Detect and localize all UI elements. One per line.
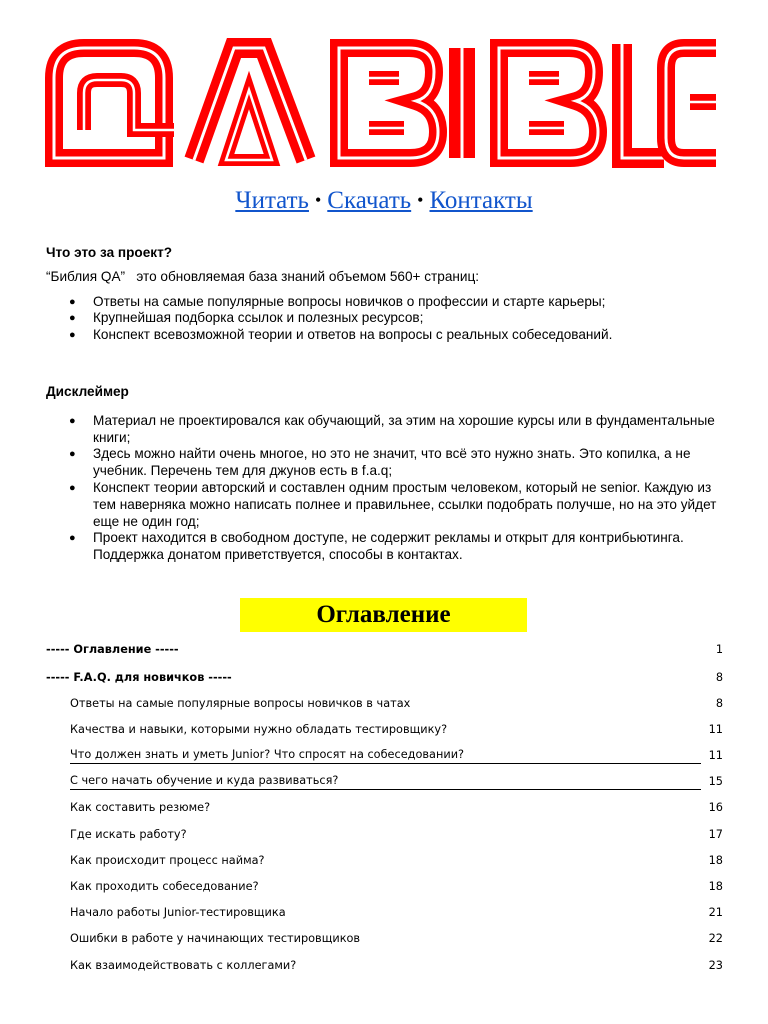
toc-entry-page: 18 xyxy=(708,853,723,867)
toc-entry-title: Ошибки в работе у начинающих тестировщиков xyxy=(70,932,361,946)
toc-entry-title: Где искать работу? xyxy=(70,827,187,841)
toc-entry-page: 15 xyxy=(708,775,723,789)
toc-entry[interactable] xyxy=(46,641,723,669)
toc-entry-page: 18 xyxy=(708,880,723,893)
disclaimer-section xyxy=(46,384,736,564)
toc-entry-title: Качества и навыки, которыми нужно обладать тестировщику? xyxy=(70,722,448,736)
toc-entry-page: 22 xyxy=(708,932,723,946)
nav-download-link[interactable]: Скачать xyxy=(327,187,412,214)
list-item: ● Крупнейшая подборка ссылок и полезных ресурсов; xyxy=(46,310,736,327)
list-item: ● Конспект всевозможной теории и ответов на вопросы с реальных собеседований. xyxy=(46,327,736,344)
nav-separator: • xyxy=(417,190,424,210)
qa-bible-logo xyxy=(44,38,724,168)
about-list xyxy=(46,294,736,344)
toc-entry[interactable] xyxy=(46,957,723,983)
about-section xyxy=(46,245,736,344)
logo-letter-e xyxy=(666,48,716,158)
toc-entry-page: 23 xyxy=(708,958,723,972)
toc-entry-title: Начало работы Junior-тестировщика xyxy=(70,906,286,920)
toc-entry[interactable] xyxy=(46,904,723,930)
nav-read-link[interactable]: Читать xyxy=(235,187,309,214)
toc-entry-title: Как составить резюме? xyxy=(70,801,211,815)
toc-entry-page: 17 xyxy=(708,827,723,841)
list-item: ● Конспект теории авторский и составлен одним простым человеком, который не senior. Каждую из тем наверняка можно написать полнее и правильнее, ссылки подобрать получше, но на это уйдет еще не один год; xyxy=(46,480,722,530)
top-nav xyxy=(0,183,768,218)
toc-entry[interactable] xyxy=(46,826,723,852)
toc-entry[interactable] xyxy=(46,773,723,799)
logo-letter-b2 xyxy=(499,48,598,158)
table-of-contents xyxy=(46,641,723,983)
toc-entry-title: ----- Оглавление ----- xyxy=(46,643,179,656)
toc-entry-page: 1 xyxy=(715,643,723,656)
list-item: ● Ответы на самые популярные вопросы новичков о профессии и старте карьеры; xyxy=(46,294,736,311)
toc-entry[interactable] xyxy=(46,721,723,747)
logo-letter-q xyxy=(54,48,174,158)
toc-entry[interactable] xyxy=(46,669,723,695)
toc-entry-title: С чего начать обучение и куда развиваться? xyxy=(70,773,701,790)
toc-entry-page: 11 xyxy=(708,749,723,763)
list-item: ● Проект находится в свободном доступе, не содержит рекламы и открыт для контрибьютинга. Поддержка донатом приветствуется, способы в контактах. xyxy=(46,530,722,564)
logo-letter-a xyxy=(194,48,306,160)
about-intro: “Библия QA” это обновляемая база знаний объемом 560+ страниц: xyxy=(46,268,480,284)
toc-entry[interactable] xyxy=(46,799,723,825)
toc-entry-title: Что должен знать и уметь Junior? Что спросят на собеседовании? xyxy=(70,747,701,764)
toc-entry[interactable] xyxy=(46,852,723,878)
list-item: ● Здесь можно найти очень многое, но это не значит, что всё это нужно знать. Это копилка, а не учебник. Перечень тем для джунов есть в f.a.q; xyxy=(46,446,722,480)
toc-entry-title: ----- F.A.Q. для новичков ----- xyxy=(46,670,232,684)
nav-contacts-link[interactable]: Контакты xyxy=(429,187,533,214)
about-heading: Что это за проект? xyxy=(46,245,173,260)
disclaimer-list xyxy=(46,413,722,564)
list-item: ● Материал не проектировался как обучающий, за этим на хорошие курсы или в фундаментальные книги; xyxy=(46,413,722,447)
toc-entry-title: Ответы на самые популярные вопросы новичков в чатах xyxy=(70,696,411,710)
toc-entry[interactable] xyxy=(46,930,723,956)
toc-entry[interactable] xyxy=(46,878,723,904)
toc-entry[interactable] xyxy=(46,695,723,721)
toc-entry-page: 11 xyxy=(708,722,723,736)
logo-letter-b1 xyxy=(339,48,438,158)
disclaimer-heading: Дисклеймер xyxy=(46,384,129,399)
toc-entry-title: Как взаимодействовать с коллегами? xyxy=(70,958,297,972)
toc-entry-title: Как проходить собеседование? xyxy=(70,880,259,893)
toc-entry[interactable] xyxy=(46,747,723,773)
toc-entry-page: 21 xyxy=(708,906,723,920)
toc-entry-title: Как происходит процесс найма? xyxy=(70,853,265,867)
toc-entry-page: 8 xyxy=(715,696,723,710)
toc-entry-page: 8 xyxy=(715,670,723,684)
nav-separator: • xyxy=(314,190,322,210)
toc-entry-page: 16 xyxy=(708,801,723,815)
toc-title: Оглавление xyxy=(240,598,527,632)
